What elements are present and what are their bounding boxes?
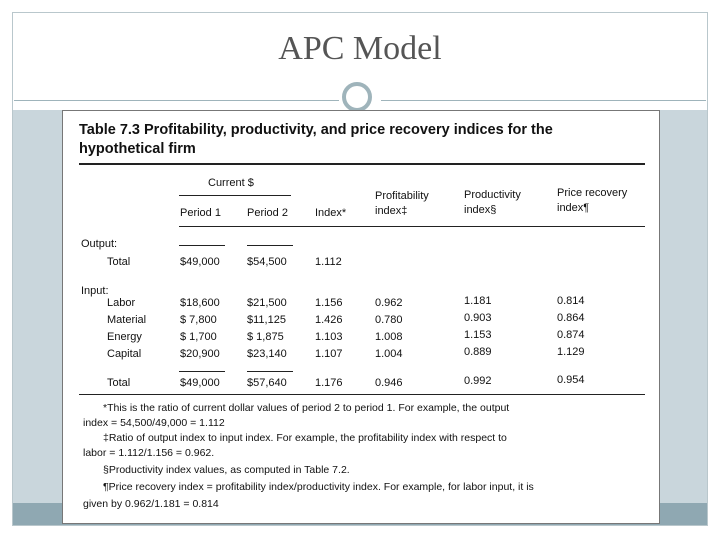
input-label: Input: — [81, 285, 109, 297]
input-row-period-2: $21,500 — [247, 297, 287, 309]
profitability-header-line-1: Profitability — [375, 190, 429, 202]
input-row-productivity: 1.153 — [464, 329, 492, 341]
footnote-line: ¶Price recovery index = profitability index/productivity index. For example, for labor input, it is — [103, 481, 534, 493]
footnote-line: §Productivity index values, as computed in Table 7.2. — [103, 464, 350, 476]
input-p2-rule — [247, 371, 293, 372]
footnote-line: *This is the ratio of current dollar values of period 2 to period 1. For example, the output — [103, 402, 510, 414]
period-2-header: Period 2 — [247, 207, 288, 219]
footnote-line: given by 0.962/1.181 = 0.814 — [83, 498, 219, 510]
input-total-profitability: 0.946 — [375, 377, 403, 389]
input-row-index: 1.426 — [315, 314, 343, 326]
title-divider-right — [381, 100, 706, 101]
input-row-label: Labor — [107, 297, 136, 309]
input-total-period-1: $49,000 — [180, 377, 220, 389]
input-row-price-recovery: 0.864 — [557, 312, 585, 324]
input-row-productivity: 0.903 — [464, 312, 492, 324]
productivity-header-line-1: Productivity — [464, 189, 521, 201]
price-recovery-header-line-2: index¶ — [557, 202, 590, 214]
table-caption-line-2: hypothetical firm — [79, 141, 196, 157]
title-ring-ornament — [342, 82, 372, 112]
index-header: Index* — [315, 207, 347, 219]
scanned-table-image — [62, 110, 660, 524]
input-row-price-recovery: 0.814 — [557, 295, 585, 307]
output-total-period-2: $54,500 — [247, 256, 287, 268]
input-row-label: Energy — [107, 331, 142, 343]
input-total-price-recovery: 0.954 — [557, 374, 585, 386]
current-dollars-header: Current $ — [208, 177, 254, 189]
input-row-period-1: $20,900 — [180, 348, 220, 360]
input-row-label: Capital — [107, 348, 142, 360]
input-row-label: Material — [107, 314, 147, 326]
table-caption — [79, 121, 579, 159]
output-total-label: Total — [107, 256, 131, 268]
input-total-period-2: $57,640 — [247, 377, 287, 389]
input-row-period-1: $18,600 — [180, 297, 220, 309]
input-p1-rule — [179, 371, 225, 372]
slide-title: APC Model — [278, 30, 442, 67]
profitability-header-line-2: index‡ — [375, 205, 408, 217]
input-total-productivity: 0.992 — [464, 375, 492, 387]
input-row-index: 1.103 — [315, 331, 343, 343]
header-rule — [179, 226, 645, 227]
footnote-line: ‡Ratio of output index to input index. For example, the profitability index with respect to — [103, 432, 507, 444]
input-row-period-2: $ 1,875 — [247, 331, 284, 343]
input-row-productivity: 0.889 — [464, 346, 492, 358]
input-row-price-recovery: 0.874 — [557, 329, 585, 341]
input-row-period-1: $ 1,700 — [180, 331, 217, 343]
output-total-period-1: $49,000 — [180, 256, 220, 268]
current-dollars-rule — [179, 195, 291, 196]
output-p2-rule — [247, 245, 293, 246]
input-row-period-1: $ 7,800 — [180, 314, 217, 326]
input-row-profitability: 0.962 — [375, 297, 403, 309]
input-row-profitability: 1.008 — [375, 331, 403, 343]
footnote-line: index = 54,500/49,000 = 1.112 — [83, 417, 225, 429]
input-total-label: Total — [107, 377, 131, 389]
input-row-period-2: $23,140 — [247, 348, 287, 360]
input-row-productivity: 1.181 — [464, 295, 492, 307]
input-total-index: 1.176 — [315, 377, 343, 389]
output-total-index: 1.112 — [315, 256, 342, 268]
bottom-rule — [79, 394, 645, 395]
input-row-index: 1.156 — [315, 297, 343, 309]
top-rule — [79, 163, 645, 165]
input-row-index: 1.107 — [315, 348, 343, 360]
period-1-header: Period 1 — [180, 207, 221, 219]
footnote-line: labor = 1.112/1.156 = 0.962. — [83, 447, 215, 459]
input-row-profitability: 0.780 — [375, 314, 403, 326]
title-divider-left — [14, 100, 339, 101]
table-caption-line-1: Table 7.3 Profitability, productivity, and price recovery indices for the — [79, 122, 553, 138]
input-row-profitability: 1.004 — [375, 348, 403, 360]
output-label: Output: — [81, 238, 118, 250]
productivity-header-line-2: index§ — [464, 204, 497, 216]
output-p1-rule — [179, 245, 225, 246]
input-row-period-2: $11,125 — [247, 314, 286, 326]
input-row-price-recovery: 1.129 — [557, 346, 585, 358]
price-recovery-header-line-1: Price recovery — [557, 187, 628, 199]
